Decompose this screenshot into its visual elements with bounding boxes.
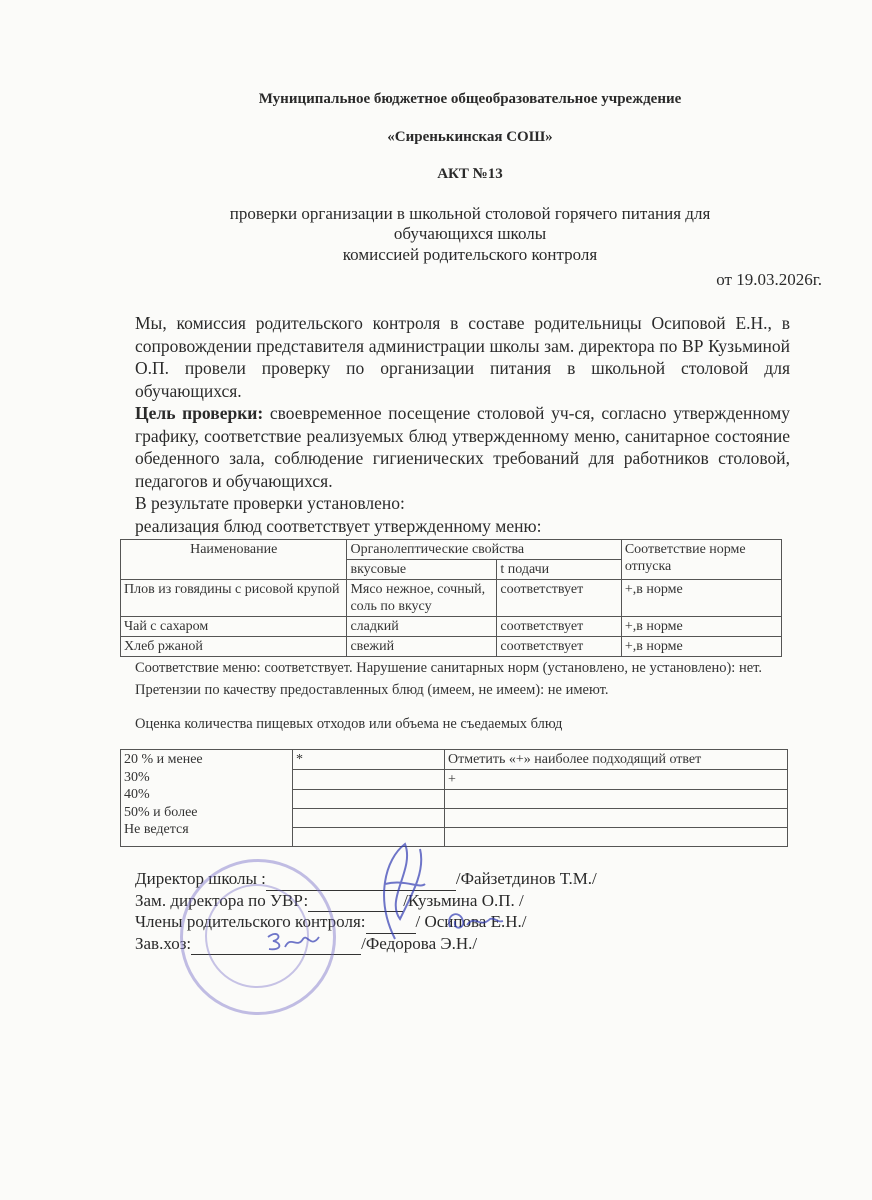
school-name: «Сиренькинская СОШ» xyxy=(387,129,553,145)
result-line: В результате проверки установлено: xyxy=(135,493,405,513)
option: 40% xyxy=(124,787,150,802)
dish-name: Чай с сахаром xyxy=(121,617,347,637)
signature-name: /Кузьмина О.П. / xyxy=(403,890,524,910)
dish-taste: свежий xyxy=(347,637,497,657)
signature-role: Члены родительского контроля: xyxy=(135,912,366,931)
goal-text: своевременное посещение столовой уч-ся, согласно утвержденному графику, соответствие реализуемых блюд утвержденному меню, санитарное состояние обеденного зала, соблюдение гигиенических требований для работников столовой, педагогов и обучающихся. xyxy=(135,403,790,491)
goal-paragraph xyxy=(135,402,790,492)
signature-role: Директор школы : xyxy=(135,869,266,888)
act-number: АКТ №13 xyxy=(437,166,503,182)
dish-name: Хлеб ржаной xyxy=(121,637,347,657)
act-subtitle: обучающихся школы xyxy=(393,224,547,243)
menu-line: реализация блюд соответствует утвержденному меню: xyxy=(135,515,542,536)
signatures-block xyxy=(135,869,790,955)
empty-cell xyxy=(293,790,445,809)
empty-cell xyxy=(293,809,445,828)
header-norm: Соответствие норме отпуска xyxy=(621,540,781,580)
header-taste: вкусовые xyxy=(347,560,497,580)
option: 50% и более xyxy=(124,804,198,820)
act-subtitle: комиссией родительского контроля xyxy=(342,245,598,264)
dish-norm: +,в норме xyxy=(621,580,781,617)
dish-norm: +,в норме xyxy=(621,617,781,637)
option: Не ведется xyxy=(124,822,189,837)
waste-note: Оценка количества пищевых отходов или объема не съедаемых блюд xyxy=(135,716,563,732)
institution-name: Муниципальное бюджетное общеобразовательное учреждение xyxy=(258,91,682,107)
option: 20 % и менее xyxy=(124,752,203,767)
mark-cell: + xyxy=(445,770,788,790)
dish-temp: соответствует xyxy=(497,617,621,637)
signature-name: / Осипова Е.Н./ xyxy=(415,912,527,931)
star-cell: * xyxy=(293,750,445,770)
document-content xyxy=(120,312,790,955)
table-row xyxy=(121,617,782,637)
empty-cell xyxy=(293,770,445,790)
signature-role: Зав.хоз: xyxy=(135,933,192,953)
dish-temp: соответствует xyxy=(497,580,621,617)
goal-label: Цель проверки: xyxy=(135,403,264,423)
empty-cell xyxy=(445,828,788,847)
option: 30% xyxy=(124,769,150,785)
dish-taste: сладкий xyxy=(347,617,497,637)
empty-cell xyxy=(445,790,788,809)
empty-cell xyxy=(445,809,788,828)
dish-temp: соответствует xyxy=(497,637,621,657)
act-body xyxy=(135,312,790,537)
dishes-table xyxy=(120,539,782,657)
compliance-note: Соответствие меню: соответствует. Нарушение санитарных норм (установлено, не установлено): нет. Претензии по качеству предоставленных блюд (имеем, не имеем): не имеют. xyxy=(135,660,763,698)
table-row xyxy=(121,580,782,617)
waste-table xyxy=(120,749,788,847)
act-date: от 19.03.2026г. xyxy=(716,270,822,289)
signature-role: Зам. директора по УВР: xyxy=(135,890,309,910)
table-row xyxy=(121,637,782,657)
dish-norm: +,в норме xyxy=(621,637,781,657)
instruction-cell: Отметить «+» наиболее подходящий ответ xyxy=(445,750,788,770)
school-stamp-inner xyxy=(205,884,309,988)
signature-name: /Файзетдинов Т.М./ xyxy=(455,869,597,888)
waste-options xyxy=(121,750,293,847)
dish-taste: Мясо нежное, сочный, соль по вкусу xyxy=(347,580,497,617)
commission-paragraph: Мы, комиссия родительского контроля в составе родительницы Осиповой Е.Н., в сопровождении представителя администрации школы зам. директора по ВР Кузьминой О.П. провели проверку по организации питания в школьной столовой для обучающихся. xyxy=(135,313,790,401)
dish-name: Плов из говядины с рисовой крупой xyxy=(121,580,347,617)
empty-cell xyxy=(293,828,445,847)
header-name: Наименование xyxy=(121,540,347,580)
signature-name: /Федорова Э.Н./ xyxy=(361,933,478,953)
act-subtitle: проверки организации в школьной столовой горячего питания для xyxy=(229,204,711,223)
header-organoleptic: Органолептические свойства xyxy=(347,540,621,560)
header-temp: t подачи xyxy=(497,560,621,580)
